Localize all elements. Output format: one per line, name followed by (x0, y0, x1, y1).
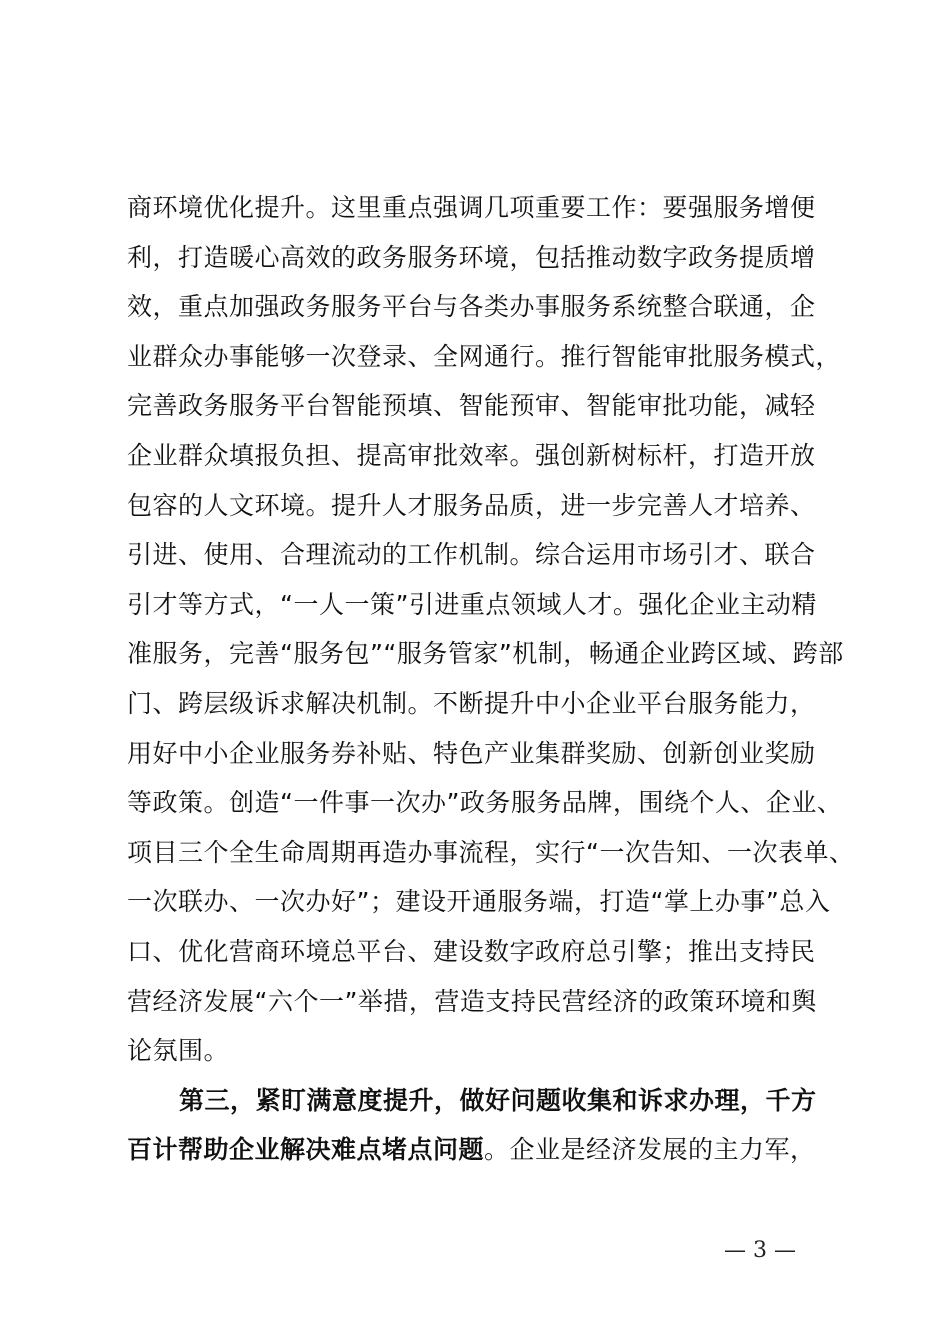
paragraph-start-text: 。企业是经济发展的主力军， (484, 1135, 816, 1165)
text-line: 企业群众填报负担、提高审批效率。强创新树标杆，打造开放 (127, 440, 816, 470)
text-line: 引进、使用、合理流动的工作机制。综合运用市场引才、联合 (127, 540, 816, 570)
text-line: 效，重点加强政务服务平台与各类办事服务系统整合联通，企 (127, 292, 816, 322)
text-line: 准服务，完善“服务包”“服务管家”机制，畅通企业跨区域、跨部 (127, 639, 844, 669)
text-line: 等政策。创造“一件事一次办”政务服务品牌，围绕个人、企业、 (127, 788, 843, 818)
text-line: 利，打造暖心高效的政务服务环境，包括推动数字政务提质增 (127, 242, 816, 272)
section-heading-continuation (127, 1125, 837, 1175)
section-heading: 第三，紧盯满意度提升，做好问题收集和诉求办理，千方 (179, 1085, 817, 1115)
text-line: 项目三个全生命周期再造办事流程，实行“一次告知、一次表单、 (127, 837, 855, 867)
text-line: 包容的人文环境。提升人才服务品质，进一步完善人才培养、 (127, 490, 816, 520)
text-line: 一次联办、一次办好”；建设开通服务端，打造“掌上办事”总入 (127, 887, 831, 917)
text-line: 引才等方式，“一人一策”引进重点领域人才。强化企业主动精 (127, 589, 817, 619)
section-heading-bold-part: 百计帮助企业解决难点堵点问题 (127, 1135, 485, 1165)
text-line: 门、跨层级诉求解决机制。不断提升中小企业平台服务能力， (127, 688, 816, 718)
text-line: 业群众办事能够一次登录、全网通行。推行智能审批服务模式， (127, 341, 842, 371)
text-line: 论氛围。 (127, 1036, 230, 1066)
body-text (127, 183, 855, 1175)
page-number: — 3 — (724, 1238, 796, 1263)
text-line: 商环境优化提升。这里重点强调几项重要工作：要强服务增便 (127, 193, 816, 222)
text-line: 完善政务服务平台智能预填、智能预审、智能审批功能，减轻 (127, 391, 816, 421)
text-line: 用好中小企业服务券补贴、特色产业集群奖励、创新创业奖励 (127, 738, 816, 768)
text-line: 口、优化营商环境总平台、建设数字政府总引擎；推出支持民 (127, 936, 816, 966)
text-line: 营经济发展“六个一”举措，营造支持民营经济的政策环境和舆 (127, 986, 817, 1016)
